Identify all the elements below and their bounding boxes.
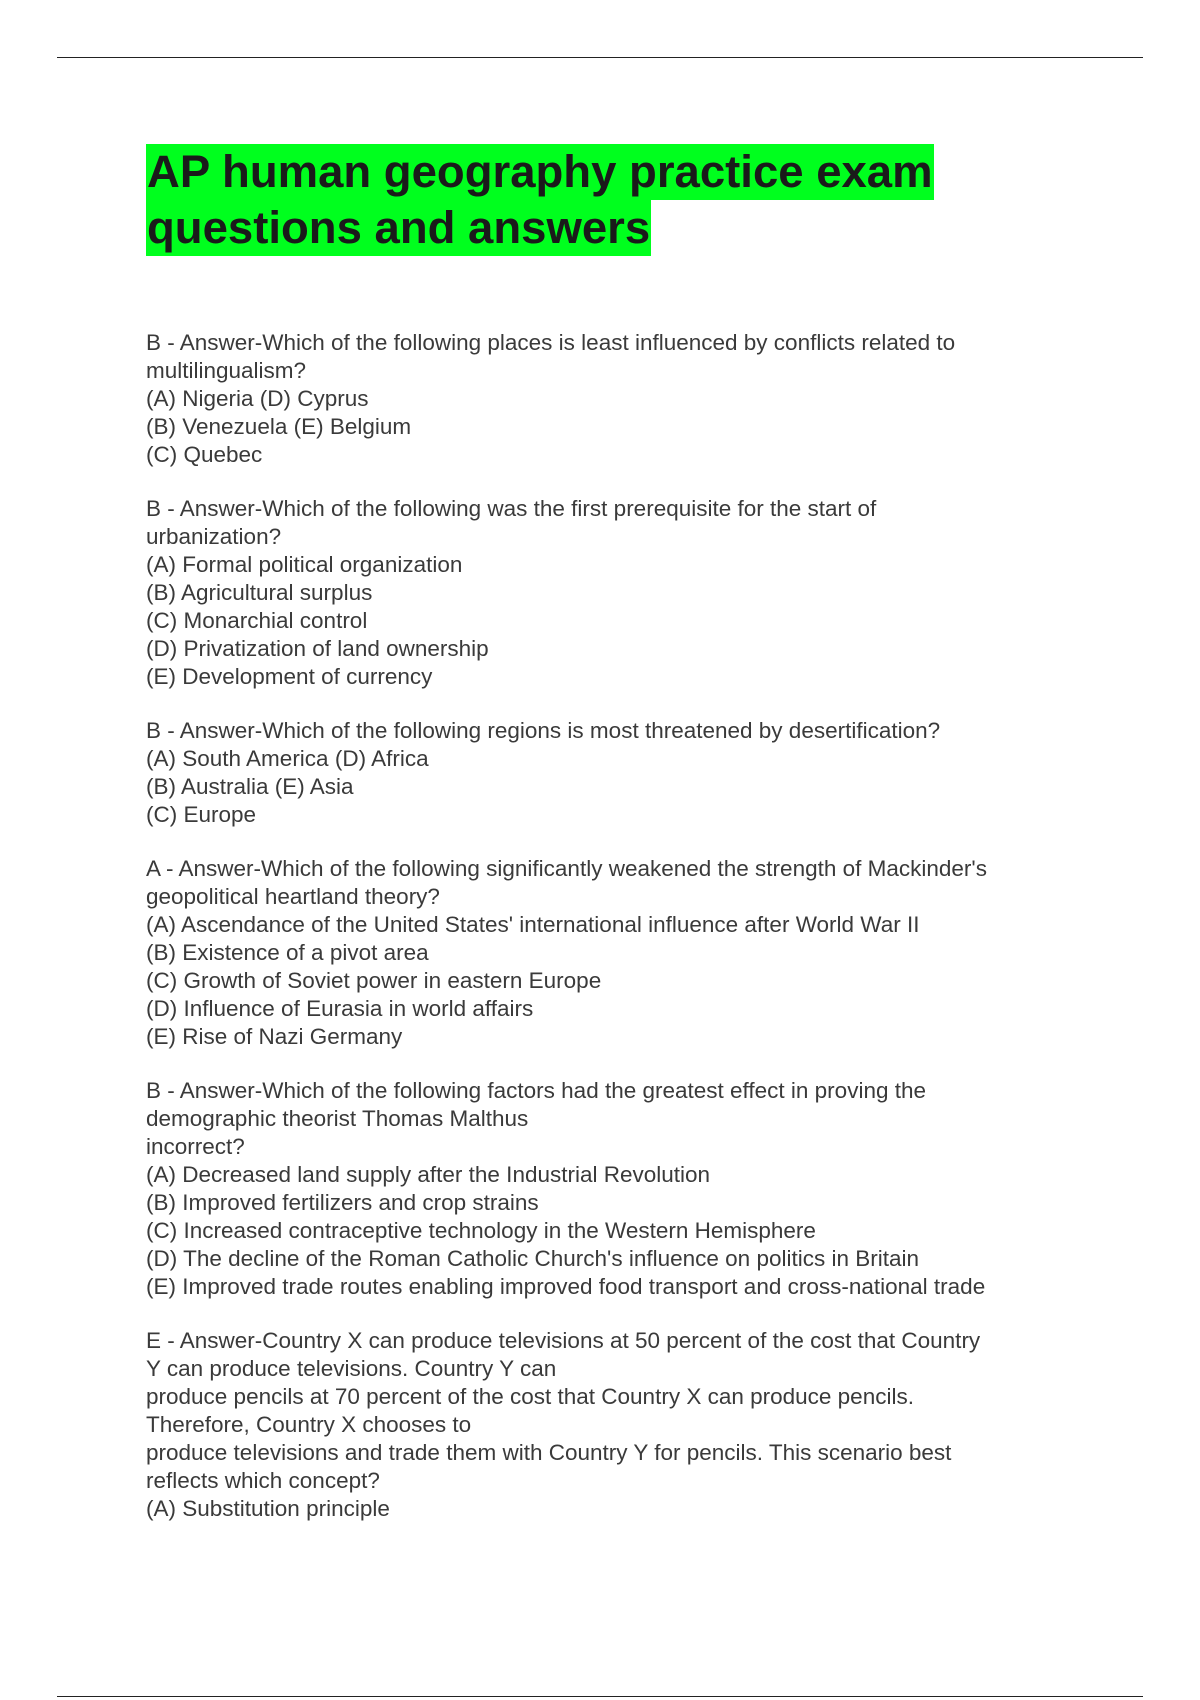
- question-line: urbanization?: [146, 524, 282, 549]
- question-line: (A) South America (D) Africa: [146, 746, 429, 771]
- question-line: (C) Quebec: [146, 442, 263, 467]
- question-text: B - Answer-Which of the following factors had the greatest effect in proving the: [146, 1078, 926, 1103]
- question-line: Therefore, Country X chooses to: [146, 1412, 472, 1437]
- question-line: produce pencils at 70 percent of the cost that Country X can produce pencils.: [146, 1384, 914, 1409]
- question-block: [146, 1327, 1076, 1523]
- question-text: B - Answer-Which of the following places is least influenced by conflicts related to: [146, 330, 956, 355]
- question-line: incorrect?: [146, 1134, 245, 1159]
- question-line: (C) Increased contraceptive technology in the Western Hemisphere: [146, 1218, 816, 1243]
- question-line: produce televisions and trade them with Country Y for pencils. This scenario best: [146, 1440, 952, 1465]
- question-line: (A) Nigeria (D) Cyprus: [146, 386, 369, 411]
- top-divider: [57, 57, 1143, 58]
- question-line: reflects which concept?: [146, 1468, 380, 1493]
- question-line: (A) Decreased land supply after the Industrial Revolution: [146, 1162, 711, 1187]
- question-line: (D) Influence of Eurasia in world affairs: [146, 996, 534, 1021]
- question-line: Y can produce televisions. Country Y can: [146, 1356, 557, 1381]
- question-line: demographic theorist Thomas Malthus: [146, 1106, 529, 1131]
- title-line-1: AP human geography practice exam: [146, 144, 934, 200]
- question-block: [146, 495, 1076, 691]
- question-line: (E) Rise of Nazi Germany: [146, 1024, 403, 1049]
- question-line: (E) Improved trade routes enabling improved food transport and cross-national trade: [146, 1274, 986, 1299]
- question-text: B - Answer-Which of the following regions is most threatened by desertification?: [146, 718, 941, 743]
- title-line-2: questions and answers: [146, 200, 651, 256]
- question-line: (B) Improved fertilizers and crop strains: [146, 1190, 539, 1215]
- question-text: B - Answer-Which of the following was the first prerequisite for the start of: [146, 496, 877, 521]
- question-line: (B) Venezuela (E) Belgium: [146, 414, 412, 439]
- question-line: (A) Ascendance of the United States' international influence after World War II: [146, 912, 920, 937]
- question-line: (C) Growth of Soviet power in eastern Europe: [146, 968, 602, 993]
- question-line: (C) Europe: [146, 802, 257, 827]
- page-title: [146, 144, 1046, 256]
- bottom-divider: [57, 1696, 1143, 1697]
- question-line: (B) Existence of a pivot area: [146, 940, 429, 965]
- question-line: multilingualism?: [146, 358, 307, 383]
- question-text: A - Answer-Which of the following significantly weakened the strength of Mackinder's: [146, 856, 987, 881]
- question-line: (C) Monarchial control: [146, 608, 368, 633]
- question-line: (A) Formal political organization: [146, 552, 463, 577]
- question-block: [146, 1077, 1076, 1301]
- question-line: (D) Privatization of land ownership: [146, 636, 489, 661]
- question-line: (B) Agricultural surplus: [146, 580, 373, 605]
- question-block: [146, 717, 1076, 829]
- question-line: geopolitical heartland theory?: [146, 884, 440, 909]
- question-line: (E) Development of currency: [146, 664, 433, 689]
- document-body: [146, 329, 1076, 1549]
- question-block: [146, 855, 1076, 1051]
- question-line: (D) The decline of the Roman Catholic Church's influence on politics in Britain: [146, 1246, 920, 1271]
- question-text: E - Answer-Country X can produce televisions at 50 percent of the cost that Country: [146, 1328, 981, 1353]
- question-line: (A) Substitution principle: [146, 1496, 390, 1521]
- question-line: (B) Australia (E) Asia: [146, 774, 354, 799]
- question-block: [146, 329, 1076, 469]
